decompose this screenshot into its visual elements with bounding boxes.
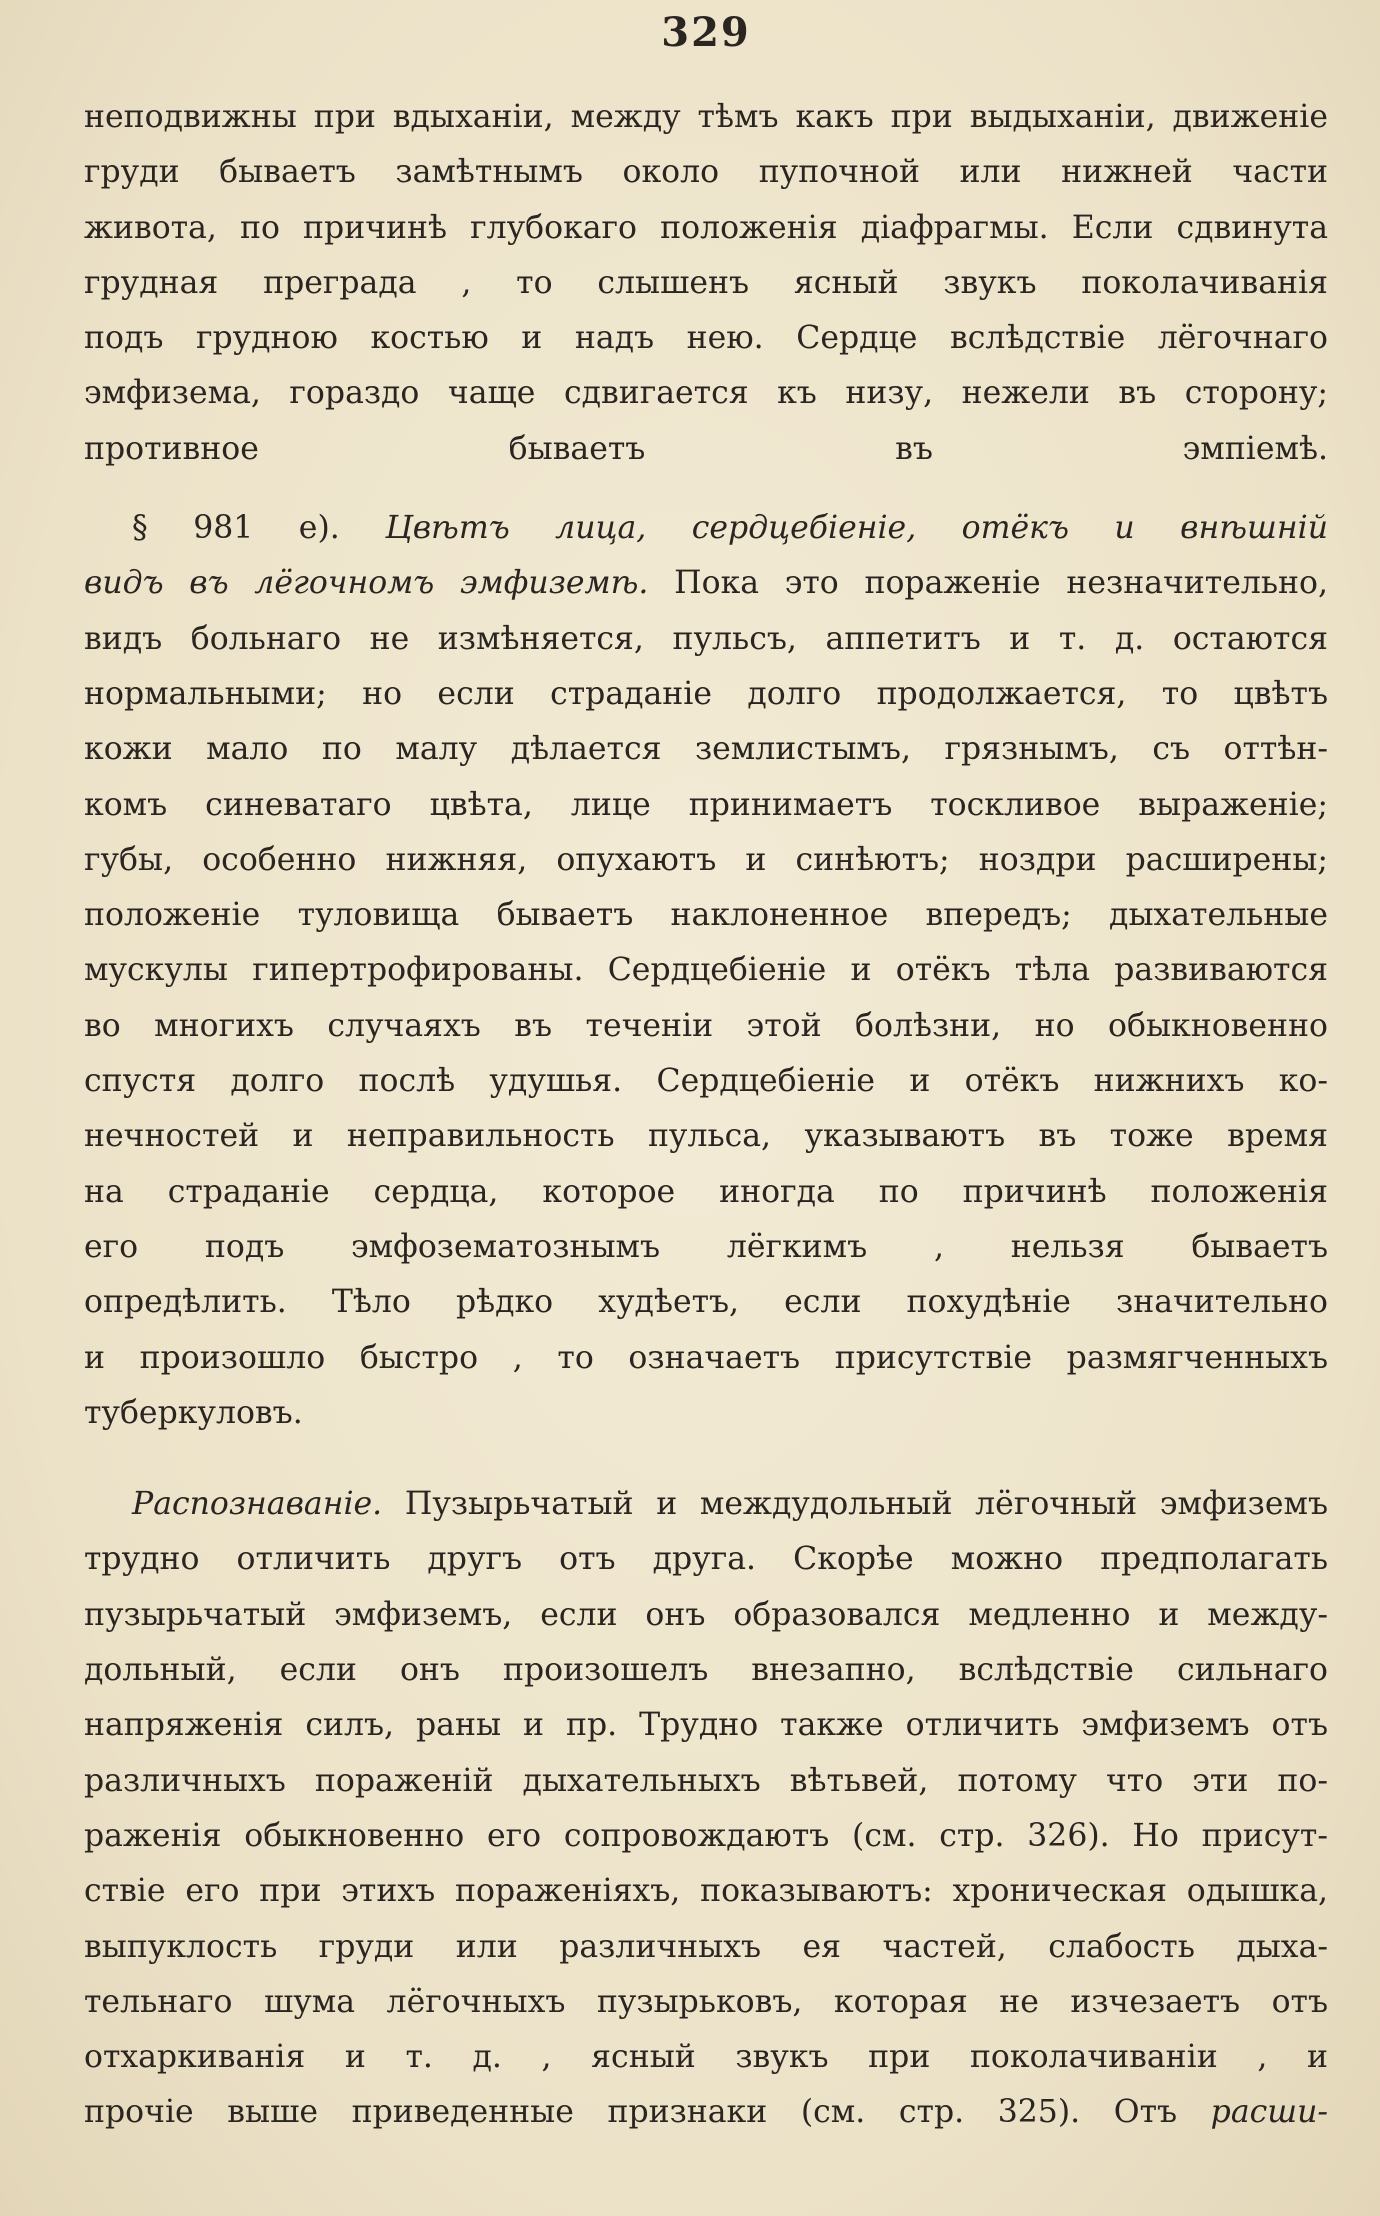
- text-line: во многихъ случаяхъ въ теченіи этой болѣзни, но обыкновенно: [84, 1007, 1328, 1044]
- text-line: неподвижны при вдыханіи, между тѣмъ какъ при выдыханіи, движеніе: [84, 99, 1328, 135]
- paragraph-3: [84, 1477, 1328, 2141]
- text-segment: Пузырьчатый и междудольный лёгочный эмфиземъ: [404, 1486, 1329, 1523]
- subsection-title: Распознаваніе.: [132, 1486, 383, 1523]
- text-line: кожи мало по малу дѣлается землистымъ, грязнымъ, съ оттѣн-: [84, 731, 1328, 768]
- text-line: различныхъ пораженій дыхательныхъ вѣтьвей, потому что эти по-: [84, 1762, 1328, 1799]
- text-line: противное бываетъ въ эмпіемѣ.: [84, 430, 1328, 467]
- text-line: и произошло быстро , то означаетъ присутствіе размягченныхъ: [84, 1339, 1328, 1376]
- text-segment: Пока это пораженіе незначительно,: [674, 565, 1328, 602]
- section-title: Цвѣтъ лица, сердцебіеніе, отёкъ и внѣшній: [385, 510, 1328, 547]
- text-line: нечностей и неправильность пульса, указываютъ въ тоже время: [84, 1118, 1328, 1155]
- text-line: туберкуловъ.: [84, 1394, 303, 1431]
- text-line: грудная преграда , то слышенъ ясный звукъ поколачиванія: [84, 264, 1328, 301]
- paragraph-1: [84, 90, 1328, 477]
- text-line: губы, особенно нижняя, опухаютъ и синѣютъ; ноздри расширены;: [84, 841, 1328, 878]
- text-line: его подъ эмфозематознымъ лёгкимъ , нельзя бываетъ: [84, 1228, 1328, 1265]
- text-line: эмфизема, гораздо чаще сдвигается къ низу, нежели въ сторону;: [84, 375, 1328, 412]
- text-line: нормальными; но если страданіе долго продолжается, то цвѣтъ: [84, 675, 1328, 712]
- page-number: 329: [661, 9, 751, 56]
- text-line: пузырьчатый эмфиземъ, если онъ образовался медленно и между-: [84, 1596, 1328, 1633]
- text-line: раженія обыкновенно его сопровождаютъ (см. стр. 326). Но присут-: [84, 1817, 1328, 1854]
- text-line: [84, 1477, 1328, 1532]
- section-title-continued: видъ въ лёгочномъ эмфиземѣ.: [84, 565, 649, 602]
- text-line: ствіе его при этихъ пораженіяхъ, показываютъ: хроническая одышка,: [84, 1873, 1328, 1910]
- paragraph-2: [84, 501, 1328, 1441]
- text-line: спустя долго послѣ удушья. Сердцебіеніе и отёкъ нижнихъ ко-: [84, 1063, 1328, 1100]
- text-line: напряженія силъ, раны и пр. Трудно также отличить эмфиземъ отъ: [84, 1707, 1328, 1744]
- text-line: отхаркиванія и т. д. , ясный звукъ при поколачиваніи , и: [84, 2039, 1328, 2076]
- text-line: трудно отличить другъ отъ друга. Скорѣе можно предполагать: [84, 1541, 1328, 1578]
- text-line: живота, по причинѣ глубокаго положенія діафрагмы. Если сдвинута: [84, 209, 1328, 246]
- text-line: на страданіе сердца, которое иногда по причинѣ положенія: [84, 1173, 1328, 1210]
- section-heading-line: [84, 501, 1328, 556]
- text-line: тельнаго шума лёгочныхъ пузырьковъ, которая не изчезаетъ отъ: [84, 1983, 1328, 2020]
- text-line: дольный, если онъ произошелъ внезапно, вслѣдствіе сильнаго: [84, 1652, 1328, 1689]
- text-line: видъ больнаго не измѣняется, пульсъ, аппетитъ и т. д. остаются: [84, 620, 1328, 657]
- text-line: мускулы гипертрофированы. Сердцебіеніе и отёкъ тѣла развиваются: [84, 952, 1328, 989]
- text-line: комъ синеватаго цвѣта, лице принимаетъ тоскливое выраженіе;: [84, 786, 1328, 823]
- text-line: [84, 2085, 1328, 2140]
- text-line: [84, 556, 1328, 611]
- text-line: груди бываетъ замѣтнымъ около пупочной или нижней части: [84, 154, 1328, 191]
- text-line: положеніе туловища бываетъ наклоненное впередъ; дыхательные: [84, 897, 1328, 934]
- text-line: выпуклость груди или различныхъ ея частей, слабость дыха-: [84, 1928, 1328, 1965]
- text-segment: прочіе выше приведенные признаки (см. стр. 325). Отъ: [84, 2094, 1178, 2131]
- text-line: опредѣлить. Тѣло рѣдко худѣетъ, если похудѣніе значительно: [84, 1284, 1328, 1321]
- section-number: § 981 е).: [132, 510, 340, 547]
- text-line: подъ грудною костью и надъ нею. Сердце вслѣдствіе лёгочнаго: [84, 320, 1328, 357]
- text-segment-italic: расши-: [1210, 2094, 1329, 2131]
